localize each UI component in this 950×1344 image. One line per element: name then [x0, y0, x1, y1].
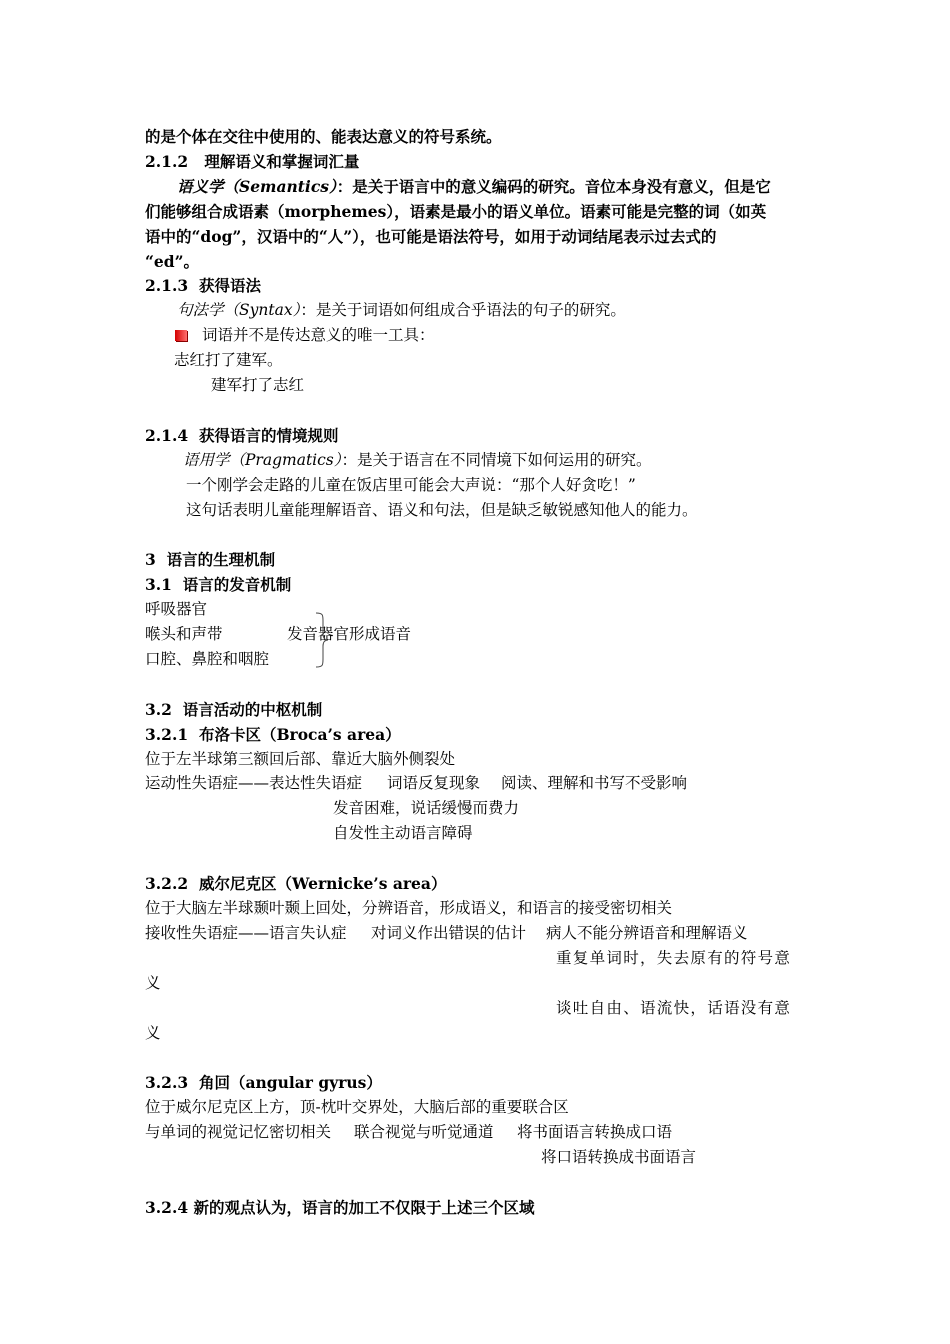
- text-line: 发音困难，说话缓慢而费力: [333, 799, 520, 817]
- text-line: 运动性失语症——表达性失语症: [145, 774, 363, 792]
- definition-text: ：是关于词语如何组成合乎语法的句子的研究。: [300, 301, 626, 319]
- brace-icon: [314, 612, 330, 668]
- example-sentence: 建军打了志红: [211, 376, 305, 394]
- text-line: 一个刚学会走路的儿童在饭店里可能会大声说：“那个人好贪吃！”: [186, 476, 636, 494]
- text-line: 阅读、理解和书写不受影响: [501, 774, 688, 792]
- text-line: 重复单词时，失去原有的符号意: [556, 949, 792, 967]
- text-line: 义: [145, 974, 161, 992]
- term-semantics: 语义学（Semantics）: [177, 177, 337, 196]
- text-line: 发音器官形成语音: [287, 625, 412, 643]
- text-line: 义: [145, 1024, 161, 1042]
- example-sentence: 志红打了建军。: [174, 351, 283, 369]
- text-line: 语中的“dog”，汉语中的“人”），也可能是语法符号，如用于动词结尾表示过去式的: [145, 227, 717, 246]
- text-line: 将书面语言转换成口语: [517, 1123, 673, 1141]
- text-line: 喉头和声带: [145, 625, 223, 643]
- bullet-icon: [175, 330, 187, 341]
- section-heading-2-1-3: [145, 273, 261, 298]
- section-heading-2-1-2: [145, 149, 359, 174]
- text-line: 位于大脑左半球颞叶颞上回处，分辨语音，形成语义，和语言的接受密切相关: [145, 899, 673, 917]
- text-line: 呼吸器官: [145, 600, 208, 618]
- text-line: 的是个体在交往中使用的、能表达意义的符号系统。: [145, 127, 502, 146]
- term-pragmatics: 语用学（Pragmatics）: [183, 451, 342, 469]
- text-line: 与单词的视觉记忆密切相关: [145, 1123, 332, 1141]
- definition-semantics: [177, 174, 771, 199]
- text-line: 位于威尔尼克区上方，顶-枕叶交界处，大脑后部的重要联合区: [145, 1098, 569, 1116]
- section-heading-3-1: 3.1 语言的发音机制: [145, 575, 292, 594]
- text-line: 这句话表明儿童能理解语音、语义和句法，但是缺乏敏锐感知他人的能力。: [186, 501, 698, 519]
- section-title: 获得语法: [198, 276, 261, 295]
- text-line: 自发性主动语言障碍: [333, 824, 473, 842]
- section-number: 2.1.2: [145, 152, 189, 171]
- text-line: 谈吐自由、语流快，话语没有意: [556, 999, 792, 1017]
- definition-text: ：是关于语言中的意义编码的研究。音位本身没有意义，但是它: [336, 177, 771, 196]
- text-line: “ed”。: [145, 252, 200, 271]
- section-number: 2.1.4: [145, 426, 189, 445]
- definition-syntax: [177, 298, 626, 323]
- text-line: 们能够组合成语素（morphemes），语素是最小的语义单位。语素可能是完整的词（如英: [145, 202, 767, 221]
- text-line: 口腔、鼻腔和咽腔: [145, 650, 270, 668]
- section-heading-3-2: 3.2 语言活动的中枢机制: [145, 700, 323, 719]
- text-line: 病人不能分辨语音和理解语义: [546, 924, 748, 942]
- bullet-item: 词语并不是传达意义的唯一工具：: [202, 326, 435, 344]
- section-number: 2.1.3: [145, 276, 189, 295]
- text-line: 位于左半球第三额回后部、靠近大脑外侧裂处: [145, 750, 456, 768]
- definition-text: ：是关于语言在不同情境下如何运用的研究。: [341, 451, 652, 469]
- text-line: 将口语转换成书面语言: [541, 1148, 697, 1166]
- text-line: 接收性失语症——语言失认症: [145, 924, 347, 942]
- section-heading-3-2-4: 3.2.4 新的观点认为，语言的加工不仅限于上述三个区域: [145, 1198, 535, 1217]
- text-line: 对词义作出错误的估计: [371, 924, 527, 942]
- section-heading-2-1-4: [145, 423, 338, 448]
- text-line: 联合视觉与听觉通道: [354, 1123, 494, 1141]
- term-syntax: 句法学（Syntax）: [177, 301, 301, 319]
- section-heading-3-2-2: 3.2.2 威尔尼克区（Wernicke’s area）: [145, 874, 447, 893]
- section-heading-3: 3 语言的生理机制: [145, 550, 276, 569]
- section-title: 获得语言的情境规则: [198, 426, 339, 445]
- section-title: 理解语义和掌握词汇量: [204, 152, 360, 171]
- section-heading-3-2-1: 3.2.1 布洛卡区（Broca’s area）: [145, 725, 401, 744]
- text-line: 词语反复现象: [387, 774, 481, 792]
- section-heading-3-2-3: 3.2.3 角回（angular gyrus）: [145, 1073, 382, 1092]
- definition-pragmatics: [183, 448, 652, 473]
